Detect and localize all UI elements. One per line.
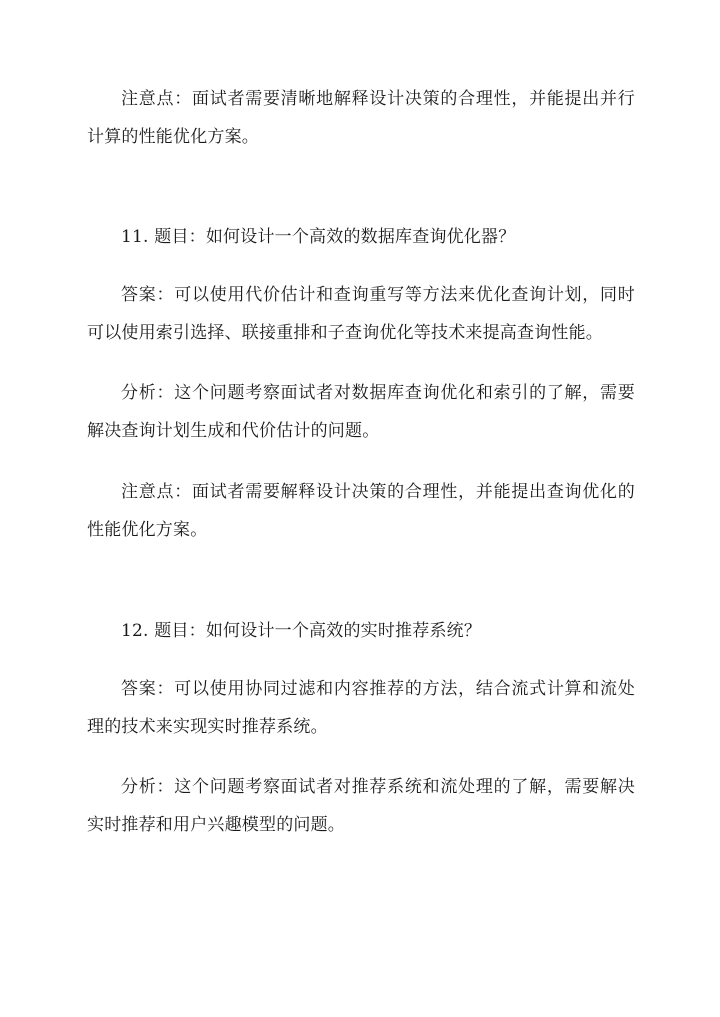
answer-12-paragraph: 答案：可以使用协同过滤和内容推荐的方法，结合流式计算和流处理的技术来实现实时推荐系统。 xyxy=(87,679,635,737)
question-12-heading: 12. 题目：如何设计一个高效的实时推荐系统？ xyxy=(121,621,482,641)
analysis-12-paragraph: 分析：这个问题考察面试者对推荐系统和流处理的了解，需要解决实时推荐和用户兴趣模型的问题。 xyxy=(87,777,635,835)
question-11-heading: 11. 题目：如何设计一个高效的数据库查询优化器？ xyxy=(121,227,516,247)
note-paragraph-parallel: 注意点：面试者需要清晰地解释设计决策的合理性，并能提出并行计算的性能优化方案。 xyxy=(87,89,635,147)
note-11-paragraph: 注意点：面试者需要解释设计决策的合理性，并能提出查询优化的性能优化方案。 xyxy=(87,482,635,540)
analysis-11-paragraph: 分析：这个问题考察面试者对数据库查询优化和索引的了解，需要解决查询计划生成和代价估计的问题。 xyxy=(87,383,635,441)
answer-11-paragraph: 答案：可以使用代价估计和查询重写等方法来优化查询计划，同时可以使用索引选择、联接重排和子查询优化等技术来提高查询性能。 xyxy=(87,285,635,343)
